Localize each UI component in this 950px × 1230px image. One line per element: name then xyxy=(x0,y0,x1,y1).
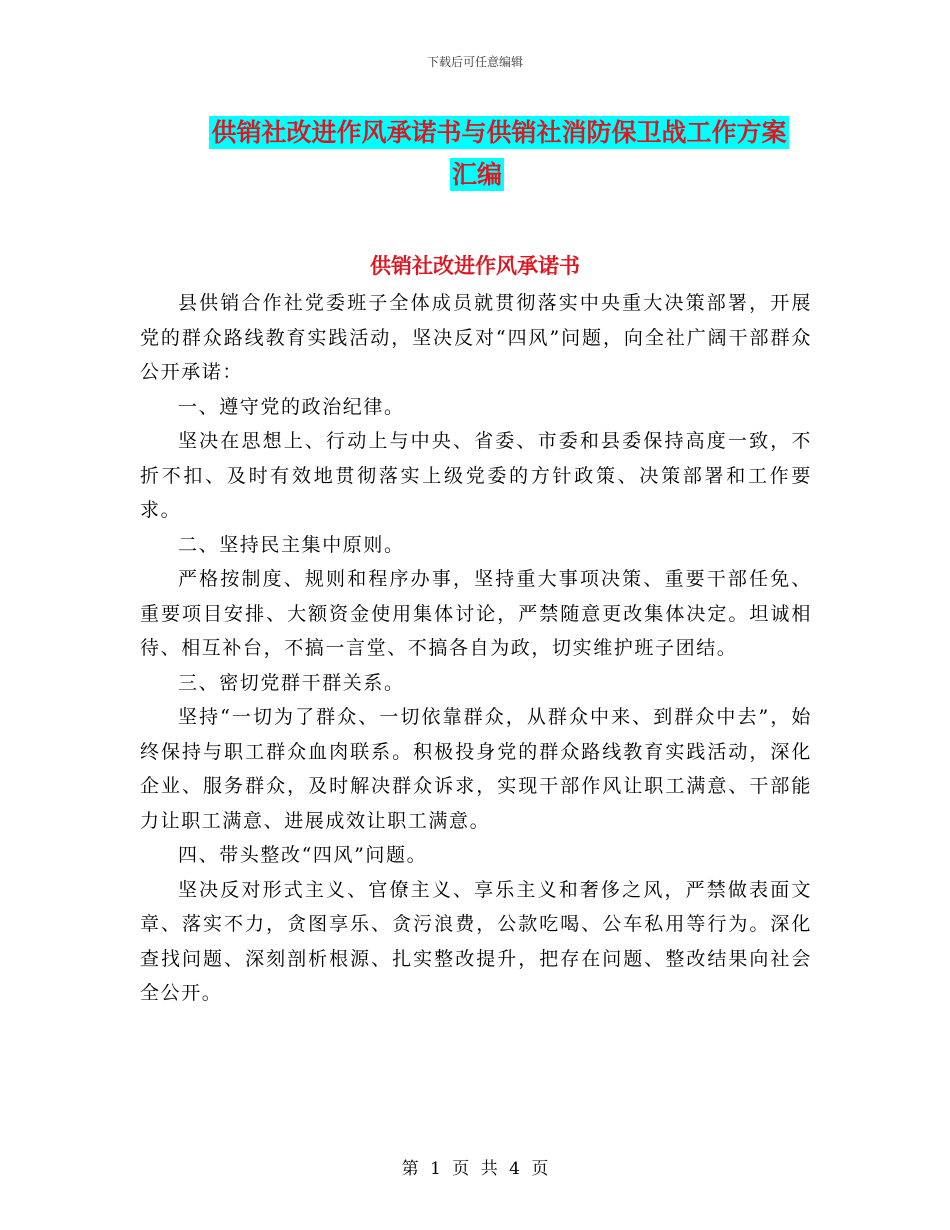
paragraph: 坚持“一切为了群众、一切依靠群众，从群众中来、到群众中去”，始终保持与职工群众血肉联系。积极投身党的群众路线教育实践活动，深化企业、服务群众，及时解决群众诉求，实现干部作风让职工满意、干部能力让职工满意、进展成效让职工满意。 xyxy=(140,706,812,832)
document-title-line-1 xyxy=(24,113,950,149)
header-note: 下载后可任意编辑 xyxy=(426,55,523,69)
paragraph: 四、带头整改“四风”问题。 xyxy=(178,844,428,866)
document-title-line-2 xyxy=(2,155,950,191)
paragraph: 二、坚持民主集中原则。 xyxy=(178,533,405,556)
paragraph: 三、密切党群干群关系。 xyxy=(178,671,405,694)
title-highlight-1: 供销社改进作风承诺书与供销社消防保卫战工作方案 xyxy=(211,118,787,147)
paragraph: 一、遵守党的政治纪律。 xyxy=(178,395,405,418)
paragraph: 坚决反对形式主义、官僚主义、享乐主义和奢侈之风，严禁做表面文章、落实不力，贪图享乐、贪污浪费，公款吃喝、公车私用等行为。深化查找问题、深刻剖析根源、扎实整改提升，把存在问题、整改结果向社会全公开。 xyxy=(140,878,812,1004)
title-highlight-2: 汇编 xyxy=(451,160,502,189)
section-heading: 供销社改进作风承诺书 xyxy=(370,253,580,278)
page-number-footer: 第 1 页 共 4 页 xyxy=(401,1159,549,1179)
paragraph: 坚决在思想上、行动上与中央、省委、市委和县委保持高度一致，不折不扣、及时有效地贯彻落实上级党委的方针政策、决策部署和工作要求。 xyxy=(140,430,812,521)
paragraph: 严格按制度、规则和程序办事，坚持重大事项决策、重要干部任免、重要项目安排、大额资金使用集体讨论，严禁随意更改集体决定。坦诚相待、相互补台，不搞一言堂、不搞各自为政，切实维护班子团结。 xyxy=(140,568,812,659)
document-body xyxy=(140,286,812,1011)
paragraph: 县供销合作社党委班子全体成员就贯彻落实中央重大决策部署，开展党的群众路线教育实践活动，坚决反对“四风”问题，向全社广阔干部群众公开承诺： xyxy=(140,292,812,383)
